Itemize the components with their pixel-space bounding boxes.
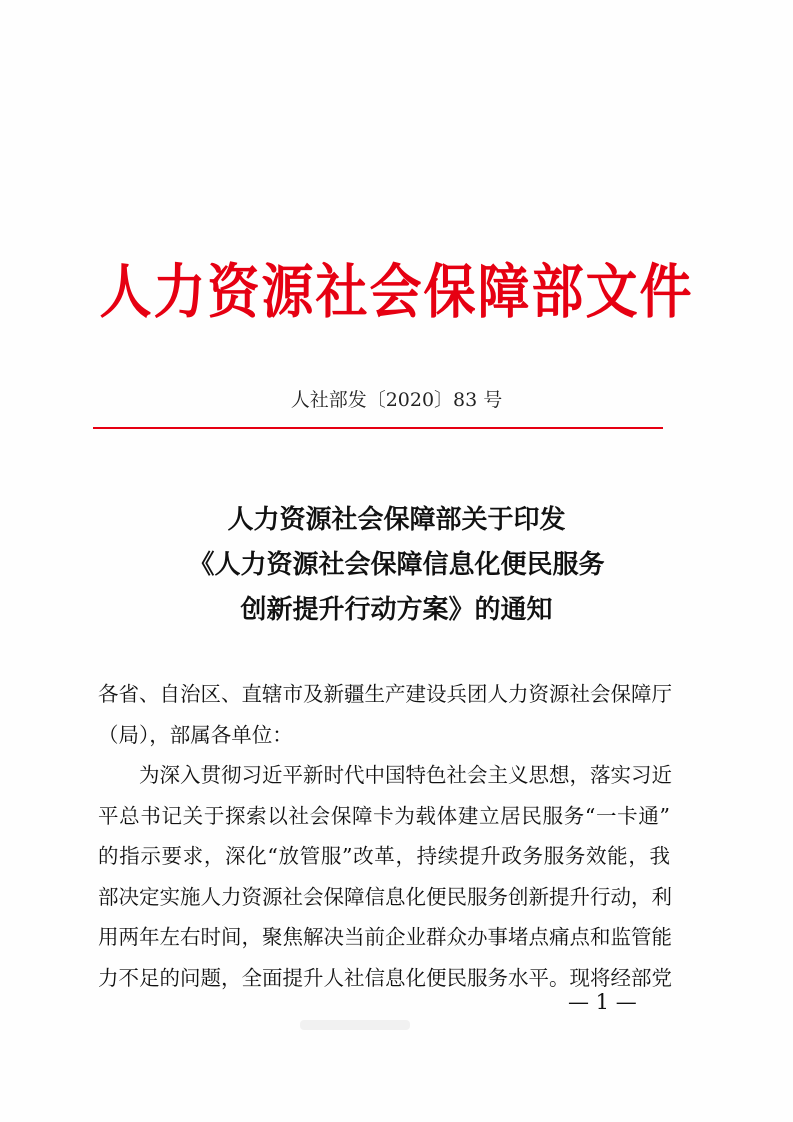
- notice-title-line-1: 人力资源社会保障部关于印发: [227, 505, 566, 535]
- page-number: — 1 —: [568, 990, 637, 1014]
- document-number: 人社部发〔2020〕83 号: [290, 389, 503, 411]
- notice-title-line-3: 创新提升行动方案》的通知: [240, 595, 553, 625]
- paragraph-line-1: 为深入贯彻习近平新时代中国特色社会主义思想，落实习近: [139, 763, 672, 787]
- notice-title-line-2: 《人力资源社会保障信息化便民服务: [188, 550, 605, 580]
- addressee-line-2: （局），部属各单位：: [98, 722, 293, 747]
- body-text: [98, 674, 670, 998]
- paragraph-line-3: 的指示要求，深化“放管服”改革，持续提升政务服务效能，我: [98, 844, 670, 868]
- notice-title: [0, 498, 793, 633]
- paragraph-line-4: 部决定实施人力资源社会保障信息化便民服务创新提升行动，利: [98, 884, 672, 909]
- issuing-authority-header: 人力资源社会保障部文件: [99, 258, 694, 327]
- red-divider-line: [93, 427, 663, 429]
- paragraph-line-5: 用两年左右时间，聚焦解决当前企业群众办事堵点痛点和监管能: [98, 925, 672, 949]
- addressee-line-1: 各省、自治区、直辖市及新疆生产建设兵团人力资源社会保障厅: [98, 682, 672, 706]
- paragraph-line-6: 力不足的问题，全面提升人社信息化便民服务水平。现将经部党: [98, 965, 672, 990]
- scan-bleed-mark: [300, 1020, 410, 1030]
- paragraph-line-2: 平总书记关于探索以社会保障卡为载体建立居民服务“一卡通”: [98, 803, 670, 828]
